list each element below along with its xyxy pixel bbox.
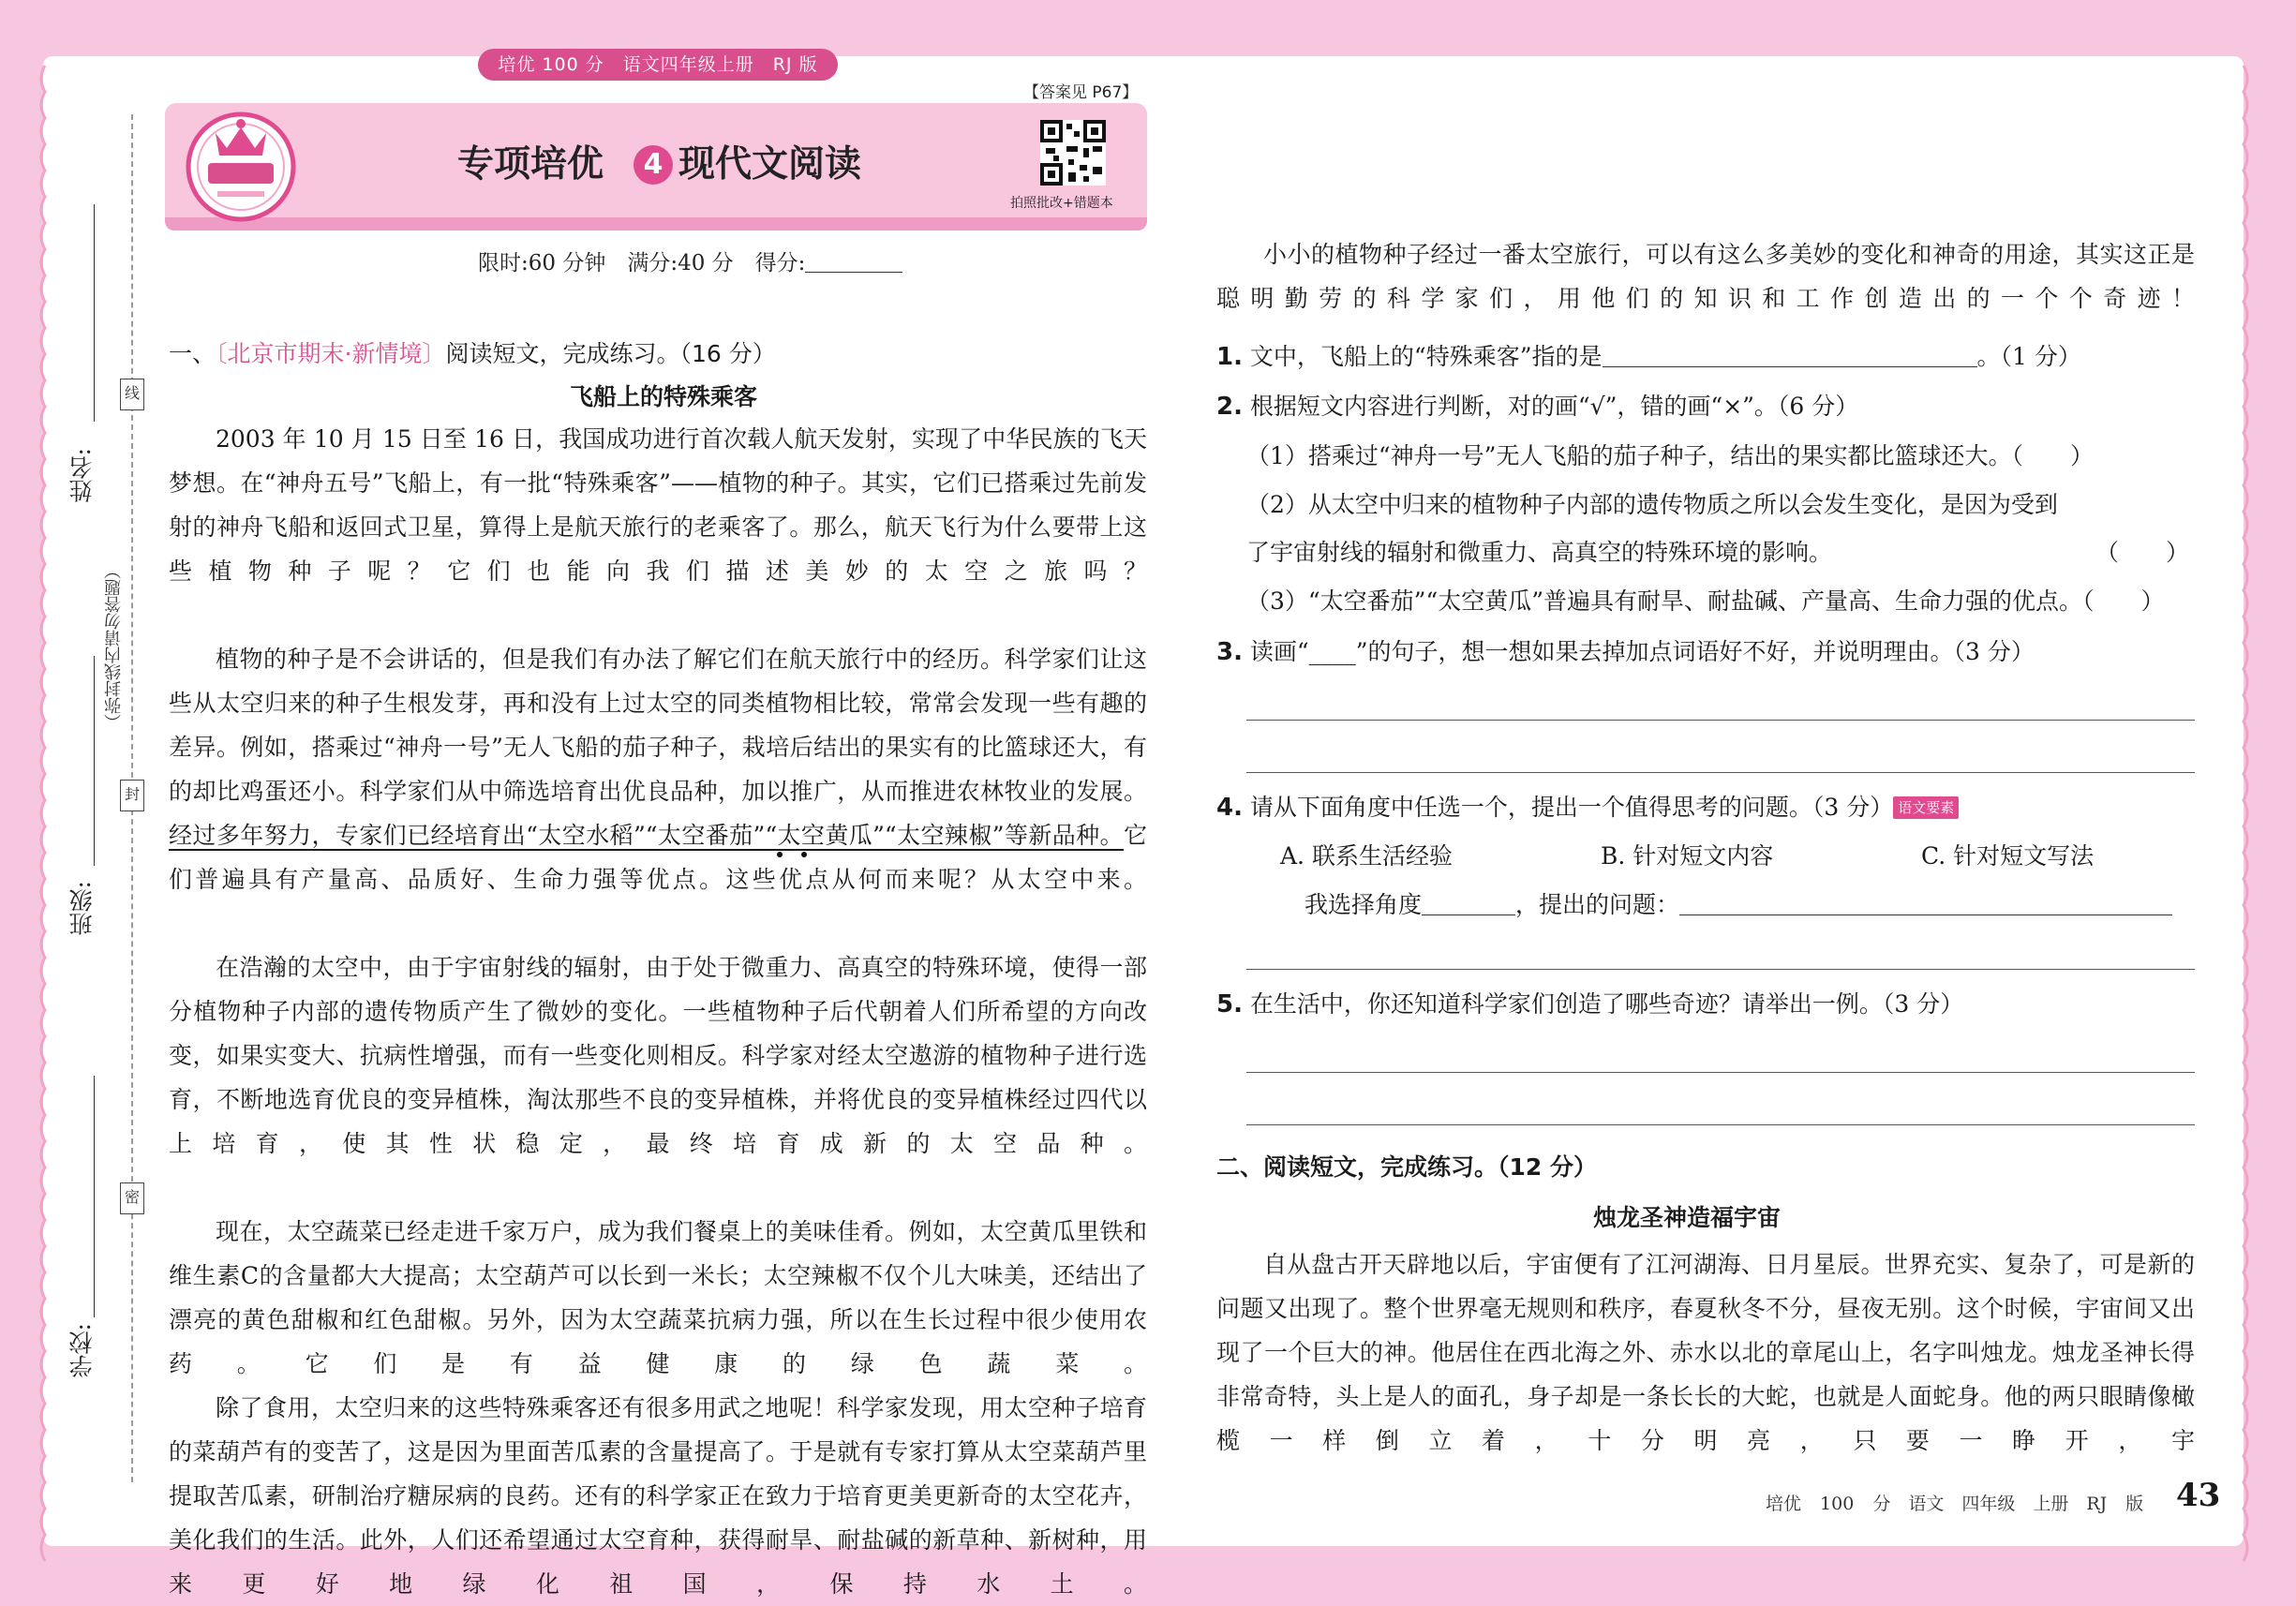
article1-p1: 2003 年 10 月 15 日至 16 日，我国成功进行首次载人航天发射，实现了中华民族的飞天梦想。在“神舟五号”飞船上，有一批“特殊乘客”——植物的种子。其实，它们已搭乘过先前发射的神舟飞船和返回式卫星，算得上是航天旅行的老乘客了。那么，航天飞行为什么要带上这些植物种子呢？它们也能向我们描述美妙的太空之旅吗？ bbox=[169, 425, 1147, 585]
question-2-3[interactable]: （3）“太空番茄”“太空黄瓜”普遍具有耐旱、耐盐碱、产量高、生命力强的优点。（ ） bbox=[1246, 587, 2165, 615]
school-label: 学校: bbox=[68, 1323, 96, 1378]
q3-answer-line-2[interactable] bbox=[1246, 772, 2195, 773]
section2-heading: 二、阅读短文，完成练习。（12 分） bbox=[1216, 1153, 1597, 1181]
seal-mark-mi: 密 bbox=[120, 1182, 144, 1214]
class-label: 班级: bbox=[68, 881, 96, 936]
question-2: 2. 根据短文内容进行判断，对的画“√”，错的画“×”。（6 分） bbox=[1216, 393, 1859, 421]
seal-note: （弥封线内请勿答题） bbox=[104, 562, 124, 731]
q4-option-b[interactable]: B. 针对短文内容 bbox=[1601, 842, 1774, 870]
article1-p5: 除了食用，太空归来的这些特殊乘客还有很多用武之地呢！科学家发现，用太空种子培育的菜葫芦有的变苦了，这是因为里面苦瓜素的含量提高了。于是就有专家打算从太空菜葫芦里提取苦瓜素，研制治疗糖尿病的良药。还有的科学家正在致力于培育更美更新奇的太空花卉，美化我们的生活。此外，人们还希望通过太空育种，获得耐旱、耐盐碱的新草种、新树种，用来更好地绿化祖国，保持水土。 bbox=[169, 1394, 1147, 1598]
q5-answer-line-1[interactable] bbox=[1246, 1072, 2195, 1073]
question-2-2: （2）从太空中归来的植物种子内部的遗传物质之所以会发生变化，是因为受到 bbox=[1246, 491, 2058, 518]
answer-ref: 【答案见 P67】 bbox=[1023, 83, 1139, 102]
article2-p1: 自从盘古开天辟地以后，宇宙便有了江河湖海、日月星辰。世界充实、复杂了，可是新的问题又出现了。整个世界毫无规则和秩序，春夏秋冬不分，昼夜无别。这个时候，宇宙间又出现了一个巨大的神。他居住在西北海之外、赤水以北的章尾山上，名字叫烛龙。烛龙圣神长得非常奇特，头上是人的面孔，身子却是一条长长的大蛇，也就是人面蛇身。他的两只眼睛像橄榄一样倒立着，十分明亮，只要一睁开，宇 bbox=[1216, 1251, 2195, 1454]
q2-2-paren[interactable]: （ ） bbox=[2095, 539, 2190, 566]
skill-badge: 语文要素 bbox=[1893, 796, 1959, 819]
article1-p4: 现在，太空蔬菜已经走进千家万户，成为我们餐桌上的美味佳肴。例如，太空黄瓜里铁和维生素C的含量都大大提高；太空葫芦可以长到一米长；太空辣椒不仅个儿大味美，还结出了漂亮的黄色甜椒和红色甜椒。另外，因为太空蔬菜抗病力强，所以在生长过程中很少使用农药。它们是有益健康的绿色蔬菜。 bbox=[169, 1218, 1147, 1377]
qr-caption: 拍照批改+错题本 bbox=[1010, 196, 1113, 211]
q5-answer-line-2[interactable] bbox=[1246, 1124, 2195, 1125]
seal-mark-line: 线 bbox=[120, 379, 144, 410]
q4-angle-blank[interactable] bbox=[1422, 896, 1515, 915]
underlined-sentence: 经过多年努力，专家们已经培育出“太空水稻”“太空番茄”“太空黄瓜”“太空辣椒”等新品种。 bbox=[169, 822, 1124, 849]
footer-info: 培优 100 分 语文 四年级 上册 RJ 版 bbox=[1766, 1494, 2144, 1514]
article2-title: 烛龙圣神造福宇宙 bbox=[1593, 1204, 1782, 1231]
class-underline bbox=[94, 656, 95, 866]
q4-answer-prompt: 我选择角度 ，提出的问题： bbox=[1305, 883, 2172, 927]
qr-code-icon[interactable] bbox=[1040, 120, 1106, 186]
source-tag: 〔北京市期末·新情境〕 bbox=[216, 340, 446, 367]
brand-logo-icon bbox=[180, 105, 302, 225]
q3-answer-line-1[interactable] bbox=[1246, 720, 2195, 721]
exam-meta: 限时:60 分钟 满分:40 分 得分: bbox=[478, 245, 902, 276]
q4-question-blank[interactable] bbox=[1679, 896, 2172, 915]
question-3: 3. 读画“____”的句子，想一想如果去掉加点词语好不好，并说明理由。（3 分） bbox=[1216, 638, 2035, 666]
q4-option-c[interactable]: C. 针对短文写法 bbox=[1921, 842, 2095, 870]
q4-option-a[interactable]: A. 联系生活经验 bbox=[1280, 842, 1453, 870]
q1-blank[interactable] bbox=[1603, 348, 1977, 367]
article1-title: 飞船上的特殊乘客 bbox=[570, 383, 758, 410]
section-number-badge: 4 bbox=[634, 145, 673, 185]
question-4: 4. 请从下面角度中任选一个，提出一个值得思考的问题。（3 分） 语文要素 bbox=[1216, 785, 1959, 830]
article1-p3: 在浩瀚的太空中，由于宇宙射线的辐射，由于处于微重力、高真空的特殊环境，使得一部分植物种子内部的遗传物质产生了微妙的变化。一些植物种子后代朝着人们所希望的方向改变，如果实变大、抗病性增强，而有一些变化则相反。科学家对经太空遨游的植物种子进行选育，不断地选育优良的变异植株，淘汰那些不良的变异植株，并将优良的变异植株经过四代以上培育，使其性状稳定，最终培育成新的太空品种。 bbox=[169, 954, 1147, 1157]
question-2-1[interactable]: （1）搭乘过“神舟一号”无人飞船的茄子种子，结出的果实都比篮球还大。（ ） bbox=[1246, 442, 2094, 469]
school-underline bbox=[94, 1076, 95, 1317]
series-pill: 培优 100 分 语文四年级上册 RJ 版 bbox=[478, 49, 838, 81]
emphasis-dots bbox=[768, 849, 825, 860]
page-number: 43 bbox=[2176, 1477, 2221, 1514]
question-1: 1. 文中，飞船上的“特殊乘客”指的是 。（1 分） bbox=[1216, 343, 2081, 371]
score-blank[interactable] bbox=[805, 253, 902, 273]
banner-stripe bbox=[165, 217, 1147, 230]
name-underline bbox=[94, 204, 95, 422]
q4-answer-line[interactable] bbox=[1246, 969, 2195, 970]
name-label: 姓名: bbox=[68, 448, 96, 503]
article1-p6: 小小的植物种子经过一番太空旅行，可以有这么多美妙的变化和神奇的用途，其实这正是聪明勤劳的科学家们，用他们的知识和工作创造出的一个个奇迹！ bbox=[1216, 241, 2195, 312]
section-title: 专项培优 4 现代文阅读 bbox=[457, 143, 862, 186]
section1-heading: 一、〔北京市期末·新情境〕阅读短文，完成练习。（16 分） bbox=[169, 340, 776, 367]
seal-mark-feng: 封 bbox=[120, 780, 144, 811]
article1-p2: 植物的种子是不会讲话的，但是我们有办法了解它们在航天旅行中的经历。科学家们让这些从太空归来的种子生根发芽，再和没有上过太空的同类植物相比较，常常会发现一些有趣的差异。例如，搭乘过“神舟一号”无人飞船的茄子种子，栽培后结出的果实有的比篮球还大，有的却比鸡蛋还小。科学家们从中筛选培育出优良品种，加以推广，从而推进农林牧业的发展。经过多年努力，专家们已经培育出“太空水稻”“太空番茄”“太空黄瓜”“太空辣椒”等新品种。它们普遍具有产量高、品质好、生命力强等优点。这些优点从何而来呢？从太空中来。 bbox=[169, 646, 1147, 893]
question-5: 5. 在生活中，你还知道科学家们创造了哪些奇迹？请举出一例。（3 分） bbox=[1216, 990, 1964, 1019]
question-2-2-cont: 了宇宙射线的辐射和微重力、高真空的特殊环境的影响。 bbox=[1246, 539, 1833, 566]
